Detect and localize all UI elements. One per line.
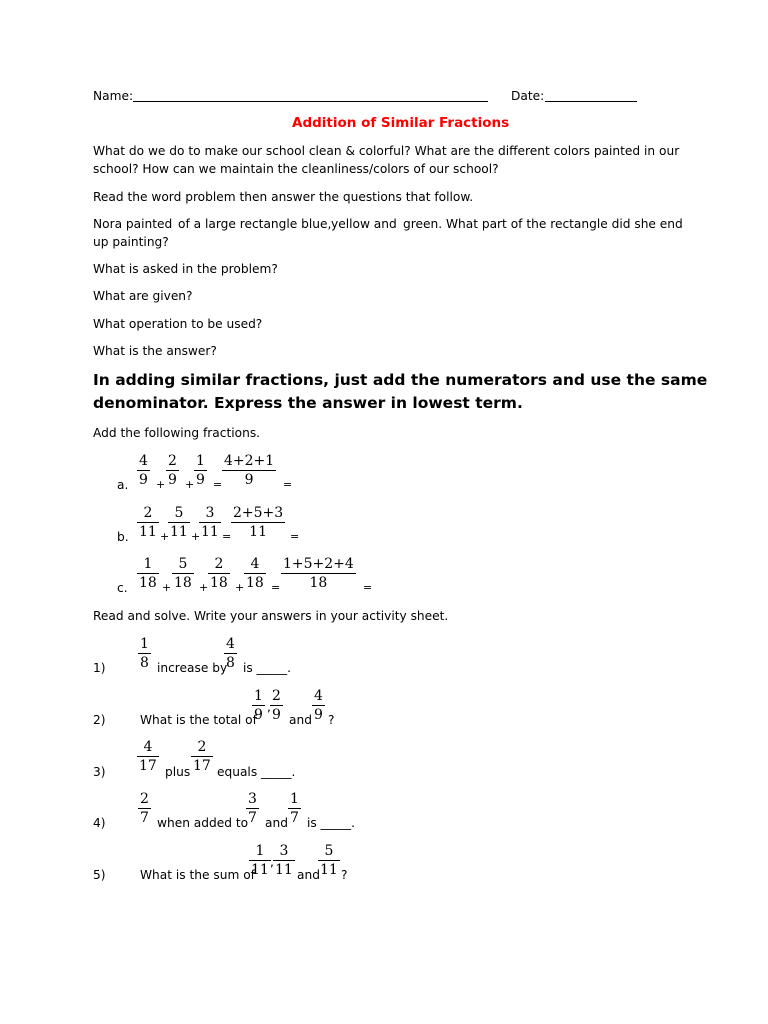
example-a-fraction-3: 1 9 — [196, 453, 205, 488]
problem-text-blue: of a large rectangle blue, — [178, 217, 332, 231]
example-b-fraction-3: 3 11 — [201, 505, 219, 540]
example-c-fraction-2: 5 18 — [174, 556, 192, 591]
plus-sign: + — [191, 530, 201, 543]
exercise-5-question-mark: ? — [341, 868, 348, 882]
exercise-4-text: when added to — [157, 816, 249, 830]
exercise-1-answer-blank: is _____. — [243, 661, 291, 675]
exercise-4-fraction-1: 2 7 — [140, 791, 149, 826]
exercise-3-number: 3) — [93, 765, 106, 779]
name-blank-line — [133, 101, 488, 102]
example-b-fraction-2: 5 11 — [170, 505, 188, 540]
exercise-5-number: 5) — [93, 868, 106, 882]
example-c-fraction-1: 1 18 — [139, 556, 157, 591]
example-a-label: a. — [117, 478, 129, 492]
question-asked: What is asked in the problem? — [93, 262, 278, 276]
problem-text-yellow: yellow and — [331, 217, 397, 231]
intro-line-1: What do we do to make our school clean & colorful? What are the different colors painted in our — [93, 144, 680, 158]
plus-sign: + — [160, 530, 170, 543]
problem-text-nora: Nora painted — [93, 217, 173, 231]
equals-sign: = — [213, 478, 223, 491]
example-b-result: 2+5+3 11 — [233, 505, 284, 540]
example-b-fraction-1: 2 11 — [139, 505, 157, 540]
exercise-5-text: What is the sum of — [140, 868, 255, 882]
plus-sign: + — [162, 581, 172, 594]
exercise-5-fraction-1: 1 11 — [251, 843, 269, 878]
date-blank-line — [545, 101, 637, 102]
equals-sign: = — [283, 478, 293, 491]
date-label: Date: — [511, 89, 545, 103]
add-instruction: Add the following fractions. — [93, 426, 261, 440]
problem-text-green: green. What part of the rectangle did she end — [403, 217, 683, 231]
plus-sign: + — [185, 478, 195, 491]
exercise-3-plus-text: plus — [165, 765, 191, 779]
question-answer: What is the answer? — [93, 344, 217, 358]
name-label: Name: — [93, 89, 134, 103]
worksheet-title: Addition of Similar Fractions — [292, 115, 510, 131]
exercise-1-fraction-2: 4 8 — [226, 636, 235, 671]
exercise-4-and: and — [265, 816, 288, 830]
exercise-2-and: and — [289, 713, 312, 727]
exercise-4-number: 4) — [93, 816, 106, 830]
exercise-3-answer-blank: equals _____. — [217, 765, 296, 779]
question-operation: What operation to be used? — [93, 317, 263, 331]
intro-line-2: school? How can we maintain the cleanliness/colors of our school? — [93, 162, 499, 176]
exercise-2-number: 2) — [93, 713, 106, 727]
plus-sign: + — [199, 581, 209, 594]
exercise-2-fraction-3: 4 9 — [314, 688, 323, 723]
plus-sign: + — [235, 581, 245, 594]
example-c-result: 1+5+2+4 18 — [283, 556, 354, 591]
example-c-fraction-4: 4 18 — [246, 556, 264, 591]
exercise-5-fraction-2: 3 11 — [275, 843, 293, 878]
rule-line-1: In adding similar fractions, just add the numerators and use the same — [93, 371, 708, 389]
exercise-3-fraction-1: 4 17 — [139, 739, 157, 774]
exercise-4-fraction-3: 1 7 — [290, 791, 299, 826]
exercise-5-and: and — [297, 868, 320, 882]
exercise-2-question-mark: ? — [328, 713, 335, 727]
exercise-3-fraction-2: 2 17 — [193, 739, 211, 774]
equals-sign: = — [290, 530, 300, 543]
example-a-fraction-1: 4 9 — [139, 453, 148, 488]
read-instruction: Read the word problem then answer the questions that follow. — [93, 190, 474, 204]
exercise-1-number: 1) — [93, 661, 106, 675]
exercise-2-fraction-1: 1 9 — [254, 688, 263, 723]
plus-sign: + — [156, 478, 166, 491]
equals-sign: = — [222, 530, 232, 543]
exercise-2-text: What is the total of — [140, 713, 257, 727]
example-a-fraction-2: 2 9 — [168, 453, 177, 488]
equals-sign: = — [363, 581, 373, 594]
exercise-4-answer-blank: is _____. — [307, 816, 355, 830]
exercise-4-fraction-2: 3 7 — [248, 791, 257, 826]
problem-text-line-2: up painting? — [93, 235, 169, 249]
equals-sign: = — [271, 581, 281, 594]
exercise-1-fraction-1: 1 8 — [140, 636, 149, 671]
exercise-5-fraction-3: 5 11 — [320, 843, 338, 878]
comma: , — [270, 855, 274, 869]
example-b-label: b. — [117, 530, 129, 544]
comma: , — [267, 700, 271, 714]
question-given: What are given? — [93, 289, 193, 303]
example-c-fraction-3: 2 18 — [210, 556, 228, 591]
exercise-2-fraction-2: 2 9 — [272, 688, 281, 723]
rule-line-2: denominator. Express the answer in lowest term. — [93, 394, 523, 412]
exercise-1-text: increase by — [157, 661, 228, 675]
example-c-label: c. — [117, 581, 128, 595]
solve-instruction: Read and solve. Write your answers in your activity sheet. — [93, 609, 449, 623]
example-a-result: 4+2+1 9 — [224, 453, 275, 488]
